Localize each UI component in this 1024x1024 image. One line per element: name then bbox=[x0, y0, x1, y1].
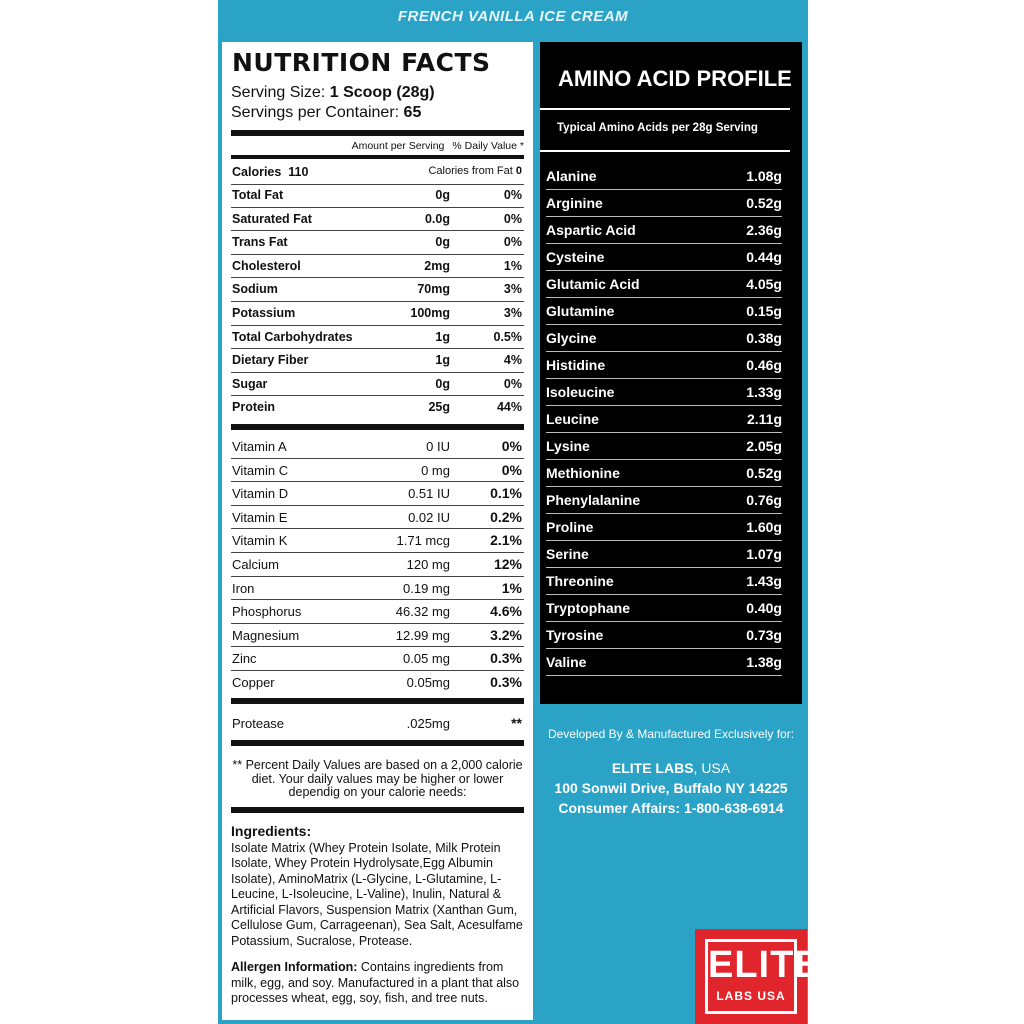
thick-divider bbox=[231, 130, 524, 136]
nutrient-row bbox=[231, 326, 524, 350]
amino-acid-row bbox=[546, 568, 782, 595]
amino-acid-name: Isoleucine bbox=[546, 384, 615, 400]
amino-acid-name: Arginine bbox=[546, 195, 603, 211]
nutrient-name: Potassium bbox=[232, 306, 296, 320]
amino-acid-name: Proline bbox=[546, 519, 594, 535]
nutrient-row bbox=[231, 184, 524, 208]
column-header: Amount per Serving % Daily Value * bbox=[351, 140, 524, 152]
amino-acid-value: 1.38g bbox=[746, 654, 782, 670]
flavor-title: FRENCH VANILLA ICE CREAM bbox=[397, 8, 629, 25]
amino-acid-row bbox=[546, 595, 782, 622]
amino-acid-value: 1.43g bbox=[746, 573, 782, 589]
vitamin-amount: 0 mg bbox=[421, 462, 450, 478]
amino-acid-row bbox=[546, 460, 782, 487]
amino-acid-value: 0.52g bbox=[746, 195, 782, 211]
nutrient-row bbox=[231, 373, 524, 397]
nutrient-row bbox=[231, 208, 524, 232]
nutrient-name: Dietary Fiber bbox=[232, 353, 309, 368]
vitamin-row bbox=[231, 577, 524, 601]
amino-acid-value: 0.15g bbox=[746, 303, 782, 319]
calories-row: Calories 110 Calories from Fat 0 bbox=[231, 161, 524, 185]
nutrient-row bbox=[231, 302, 524, 326]
vitamin-amount: 1.71 mcg bbox=[396, 533, 450, 549]
vitamin-row bbox=[231, 506, 524, 530]
nutrient-name: Sugar bbox=[232, 376, 268, 391]
amino-acid-value: 2.11g bbox=[746, 411, 782, 427]
vitamin-daily-value: 0.2% bbox=[490, 508, 522, 525]
nutrition-title: NUTRITION FACTS bbox=[232, 48, 491, 77]
amino-acid-row bbox=[546, 298, 782, 325]
amino-acid-value: 2.05g bbox=[746, 438, 782, 454]
amino-acid-name: Lysine bbox=[546, 438, 590, 454]
vitamin-row bbox=[231, 482, 524, 506]
amino-acid-value: 0.52g bbox=[746, 465, 782, 481]
servings-per-container: Servings per Container: 65 bbox=[231, 104, 422, 121]
amino-acid-row bbox=[546, 541, 782, 568]
nutrient-daily-value: 0% bbox=[503, 235, 522, 250]
vitamin-name: Magnesium bbox=[232, 627, 300, 643]
nutrient-daily-value: 0% bbox=[503, 211, 522, 226]
vitamin-name: Vitamin D bbox=[232, 486, 289, 502]
vitamin-amount: 0.05mg bbox=[406, 675, 450, 690]
amino-acid-row bbox=[546, 163, 782, 190]
amino-acid-name: Methionine bbox=[546, 465, 620, 481]
amino-acid-name: Tyrosine bbox=[546, 627, 604, 643]
vitamin-amount: 0 IU bbox=[426, 439, 450, 454]
nutrient-name: Total Carbohydrates bbox=[232, 329, 353, 344]
nutrient-row bbox=[231, 349, 524, 373]
ingredients: Ingredients: Isolate Matrix (Whey Protein Isolate, Milk Protein Isolate, Whey Protein Hydrolysate,Egg Albumin Isolate), AminoMatrix (L-Glycine, L-Glutamine, L-Leucine, L-Isoleucine, L-Valine), Inulin, Natural & Artificial Flavors, Suspension Matrix (Xanthan Gum, Cellulose Gum, Carrageenan), Sea Salt, Acesulfame Potassium, Sucralose, Protease. bbox=[231, 823, 523, 948]
vitamin-daily-value: 0.3% bbox=[490, 674, 522, 690]
vitamin-name: Iron bbox=[232, 580, 255, 596]
vitamin-name: Vitamin C bbox=[232, 462, 289, 478]
vitamin-daily-value: 12% bbox=[493, 556, 522, 572]
logo-frame bbox=[705, 939, 821, 1014]
logo-labs-text: LABS USA bbox=[716, 989, 786, 1003]
amino-acid-value: 0.44g bbox=[746, 249, 782, 265]
nutrient-name: Total Fat bbox=[232, 188, 284, 202]
allergen-information: Allergen Information: Contains ingredients from milk, egg, and soy. Manufactured in a plant that also processes wheat, egg, soy, fish, and tree nuts. bbox=[231, 960, 520, 1005]
amino-acid-box bbox=[540, 42, 802, 704]
nutrient-daily-value: 0% bbox=[503, 188, 522, 202]
elite-labs-logo bbox=[695, 929, 821, 1024]
vitamin-name: Calcium bbox=[232, 557, 279, 572]
vitamin-name: Zinc bbox=[232, 651, 257, 667]
vitamin-name: Vitamin E bbox=[232, 509, 288, 525]
vitamin-amount: 0.05 mg bbox=[403, 651, 450, 667]
amino-title: AMINO ACID PROFILE bbox=[558, 66, 792, 91]
amino-acid-name: Valine bbox=[546, 654, 587, 670]
amino-acid-value: 4.05g bbox=[746, 276, 782, 292]
amino-acid-value: 0.40g bbox=[746, 600, 782, 616]
nutrient-amount: 0g bbox=[435, 376, 450, 391]
nutrient-amount: 0g bbox=[435, 188, 450, 202]
vitamin-row bbox=[231, 459, 524, 483]
vitamin-daily-value: 2.1% bbox=[490, 532, 522, 549]
thick-divider bbox=[231, 424, 524, 430]
nutrient-daily-value: 3% bbox=[503, 282, 522, 297]
amino-acid-value: 1.07g bbox=[746, 546, 782, 562]
nutrient-row bbox=[231, 231, 524, 255]
nutrient-name: Saturated Fat bbox=[232, 211, 312, 226]
divider bbox=[540, 108, 790, 110]
amino-acid-name: Cysteine bbox=[546, 249, 605, 265]
daily-values-footnote: ** Percent Daily Values are based on a 2,000 calorie diet. Your daily values may be higher or lower dependig on your calorie needs: bbox=[232, 758, 523, 799]
amino-acid-value: 1.08g bbox=[746, 168, 782, 184]
vitamin-name: Vitamin K bbox=[232, 533, 288, 549]
vitamin-row bbox=[231, 435, 524, 459]
nutrient-daily-value: 0% bbox=[503, 376, 522, 391]
nutrient-amount: 100mg bbox=[410, 306, 450, 320]
vitamin-row bbox=[231, 647, 524, 671]
amino-acid-value: 0.73g bbox=[746, 627, 782, 643]
company-address: 100 Sonwil Drive, Buffalo NY 14225 bbox=[554, 780, 788, 796]
vitamin-daily-value: 3.2% bbox=[490, 626, 522, 643]
vitamin-daily-value: 0.3% bbox=[490, 650, 522, 667]
amino-acid-value: 0.76g bbox=[746, 492, 782, 508]
nutrient-daily-value: 1% bbox=[503, 258, 522, 273]
amino-acid-name: Phenylalanine bbox=[546, 492, 641, 508]
nutrient-amount: 2mg bbox=[424, 258, 450, 273]
divider bbox=[540, 150, 790, 152]
nutrient-daily-value: 4% bbox=[503, 353, 522, 368]
amino-acid-row bbox=[546, 433, 782, 460]
thick-divider bbox=[231, 740, 524, 746]
thick-divider bbox=[231, 155, 524, 159]
vitamin-row bbox=[231, 600, 524, 624]
nutrient-name: Trans Fat bbox=[232, 235, 288, 250]
vitamin-amount: 120 mg bbox=[406, 557, 450, 572]
nutrient-name: Cholesterol bbox=[232, 258, 301, 273]
nutrient-daily-value: 3% bbox=[503, 306, 522, 320]
nutrient-row bbox=[231, 396, 524, 420]
amino-acid-name: Glutamine bbox=[546, 303, 615, 319]
nutrient-amount: 25g bbox=[428, 400, 450, 415]
amino-acid-name: Histidine bbox=[546, 357, 606, 373]
vitamin-amount: 0.02 IU bbox=[408, 509, 450, 525]
protease-row: Protease .025mg ** bbox=[232, 715, 522, 731]
amino-acid-name: Aspartic Acid bbox=[546, 222, 636, 238]
amino-acid-row bbox=[546, 649, 782, 676]
vitamin-amount: 0.51 IU bbox=[408, 486, 450, 502]
amino-acid-name: Tryptophane bbox=[546, 600, 631, 616]
vitamin-daily-value: 4.6% bbox=[490, 603, 522, 620]
amino-acid-row bbox=[546, 217, 782, 244]
amino-acid-name: Threonine bbox=[546, 573, 614, 589]
amino-acid-name: Glycine bbox=[546, 330, 597, 346]
amino-acid-value: 0.46g bbox=[746, 357, 782, 373]
nutrient-amount: 0.0g bbox=[424, 211, 450, 226]
vitamin-row bbox=[231, 553, 524, 577]
amino-acid-value: 1.60g bbox=[746, 519, 782, 535]
nutrient-amount: 1g bbox=[435, 329, 450, 344]
thick-divider bbox=[231, 698, 524, 704]
nutrient-daily-value: 0.5% bbox=[493, 329, 522, 344]
amino-acid-row bbox=[546, 352, 782, 379]
amino-subtitle: Typical Amino Acids per 28g Serving bbox=[557, 122, 758, 134]
amino-acid-name: Leucine bbox=[546, 411, 599, 427]
vitamin-name: Copper bbox=[232, 675, 275, 690]
nutrient-name: Protein bbox=[232, 400, 276, 415]
amino-acid-value: 0.38g bbox=[746, 330, 782, 346]
amino-acid-row bbox=[546, 622, 782, 649]
amino-acid-row bbox=[546, 271, 782, 298]
vitamin-row bbox=[231, 529, 524, 553]
nutrient-amount: 1g bbox=[435, 353, 450, 368]
amino-acid-row bbox=[546, 406, 782, 433]
nutrient-row bbox=[231, 278, 524, 302]
vitamin-row bbox=[231, 671, 524, 695]
company-name: ELITE LABS, USA bbox=[611, 760, 731, 776]
vitamin-amount: 12.99 mg bbox=[395, 627, 450, 643]
nutrient-row bbox=[231, 255, 524, 279]
amino-acid-row bbox=[546, 514, 782, 541]
amino-acid-name: Glutamic Acid bbox=[546, 276, 640, 292]
amino-acid-row bbox=[546, 244, 782, 271]
developed-by: Developed By & Manufactured Exclusively for: bbox=[547, 727, 795, 741]
vitamin-row bbox=[231, 624, 524, 648]
vitamin-amount: 0.19 mg bbox=[403, 580, 450, 596]
amino-acid-row bbox=[546, 190, 782, 217]
nutrient-daily-value: 44% bbox=[496, 400, 522, 415]
amino-acid-value: 2.36g bbox=[746, 222, 782, 238]
amino-acid-row bbox=[546, 379, 782, 406]
logo-elite-text: ELITE bbox=[708, 944, 821, 986]
vitamin-name: Vitamin A bbox=[232, 439, 287, 454]
serving-size: Serving Size: 1 Scoop (28g) bbox=[231, 84, 435, 101]
amino-acid-row bbox=[546, 487, 782, 514]
vitamin-daily-value: 1% bbox=[501, 579, 522, 596]
vitamin-daily-value: 0.1% bbox=[490, 485, 522, 502]
vitamin-daily-value: 0% bbox=[501, 438, 522, 454]
vitamin-name: Phosphorus bbox=[232, 604, 302, 620]
amino-acid-name: Serine bbox=[546, 546, 589, 562]
amino-acid-value: 1.33g bbox=[746, 384, 782, 400]
thick-divider bbox=[231, 807, 524, 813]
amino-acid-row bbox=[546, 325, 782, 352]
vitamin-daily-value: 0% bbox=[501, 461, 522, 478]
consumer-affairs: Consumer Affairs: 1-800-638-6914 bbox=[558, 800, 784, 816]
nutrition-facts-box bbox=[222, 42, 533, 1020]
nutrient-amount: 70mg bbox=[417, 282, 450, 297]
nutrient-amount: 0g bbox=[435, 235, 450, 250]
vitamin-amount: 46.32 mg bbox=[395, 604, 450, 620]
amino-acid-name: Alanine bbox=[546, 168, 597, 184]
nutrient-name: Sodium bbox=[232, 282, 278, 297]
